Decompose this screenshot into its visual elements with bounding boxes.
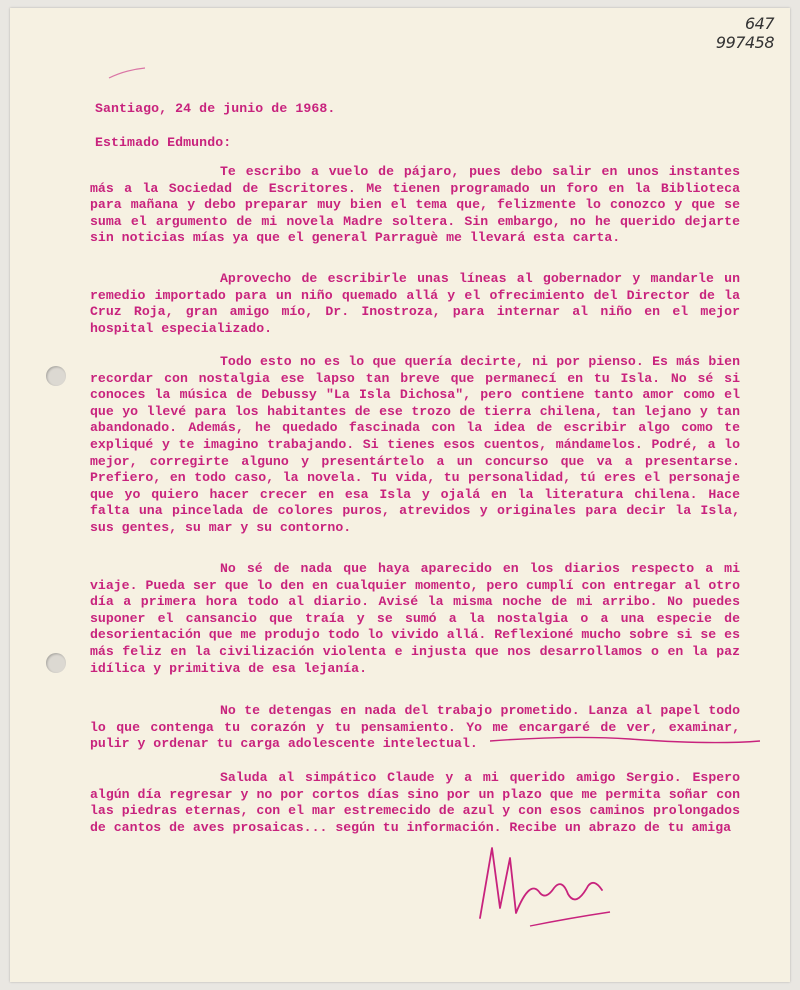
paragraph-4: No sé de nada que haya aparecido en los diarios respecto a mi viaje. Pueda ser que lo den en cualquier momento, pero cumplí con entregar al otro día a primera hora todo al diario. Avisé la misma noche de mi arribo. No puedes suponer el cansancio que traía y se sumó a la nostalgia o a una especie de desorientación que me produjo todo lo vivido allá. Reflexioné mucho sobre si se es más feliz en la civilización violenta e injusta que nos desarrollamos o en la paz idílica y primitiva de esa lejanía. — [90, 561, 740, 676]
catalog-number — [716, 14, 774, 52]
paragraph-3: Todo esto no es lo que quería decirte, ni por pienso. Es más bien recordar con nostalgia ese lapso tan breve que permanecí en tu Isla. No sé si conoces la música de Debussy "La Isla Dichosa", pero contiene tanto amor como el que yo llevé para los habitantes de ese trozo de tierra chilena, tan lejano y tan abandonado. Además, he quedado fascinada con la idea de escribir algo como te expliqué y te imagino trabajando. Si tienes esos cuentos, mándamelos. Podré, a lo mejor, corregirte alguno y presentártelo a un concurso que va a presentarse. Prefiero, en todo caso, la novela. Tu vida, tu personalidad, tú eres el personaje que yo quiero hacer crecer en esa Isla y ojalá en la literatura chilena. Hace falta una pincelada de colores puros, atrevidos y originales para decir la Isla, sus gentes, su mar y su contorno. — [90, 354, 740, 535]
catalog-line-1: 647 — [744, 14, 774, 33]
handwritten-underline — [490, 719, 770, 759]
paragraph-2: Aprovecho de escribirle unas líneas al gobernador y mandarle un remedio importado para un niño quemado allá y el ofrecimiento del Director de la Cruz Roja, gran amigo mío, Dr. Inostroza, para internar al niño en el mejor hospital especializado. — [90, 271, 740, 336]
pen-mark — [105, 56, 165, 86]
letter-sheet — [10, 8, 790, 982]
letter-salutation: Estimado Edmundo: — [95, 135, 232, 150]
paragraph-5: No te detengas en nada del trabajo prometido. Lanza al papel todo lo que contenga tu corazón y tu pensamiento. Yo me encargaré de ver, examinar, pulir y ordenar tu carga adolescente intelectual. — [90, 703, 740, 752]
punch-hole — [46, 653, 66, 673]
catalog-line-2: 997458 — [715, 33, 774, 52]
signature — [470, 838, 620, 933]
punch-hole — [46, 366, 66, 386]
paragraph-1: Te escribo a vuelo de pájaro, pues debo salir en unos instantes más a la Sociedad de Escritores. Me tienen programado un foro en la Biblioteca para mañana y debo preparar muy bien el tema que, felizmente lo conozco y que se suma el argumento de mi novela Madre soltera. Sin embargo, no he querido dejarte sin noticias mías ya que el general Parraguè me llevará esta carta. — [90, 164, 740, 246]
paragraph-6: Saluda al simpático Claude y a mi querido amigo Sergio. Espero algún día regresar y no por cortos días sino por un plazo que me permita soñar con las piedras eternas, con el mar estremecido de azul y con esos caminos prolongados de cantos de aves prosaicas... según tu información. Recibe un abrazo de tu amiga — [90, 770, 740, 835]
letter-date: Santiago, 24 de junio de 1968. — [95, 101, 336, 116]
